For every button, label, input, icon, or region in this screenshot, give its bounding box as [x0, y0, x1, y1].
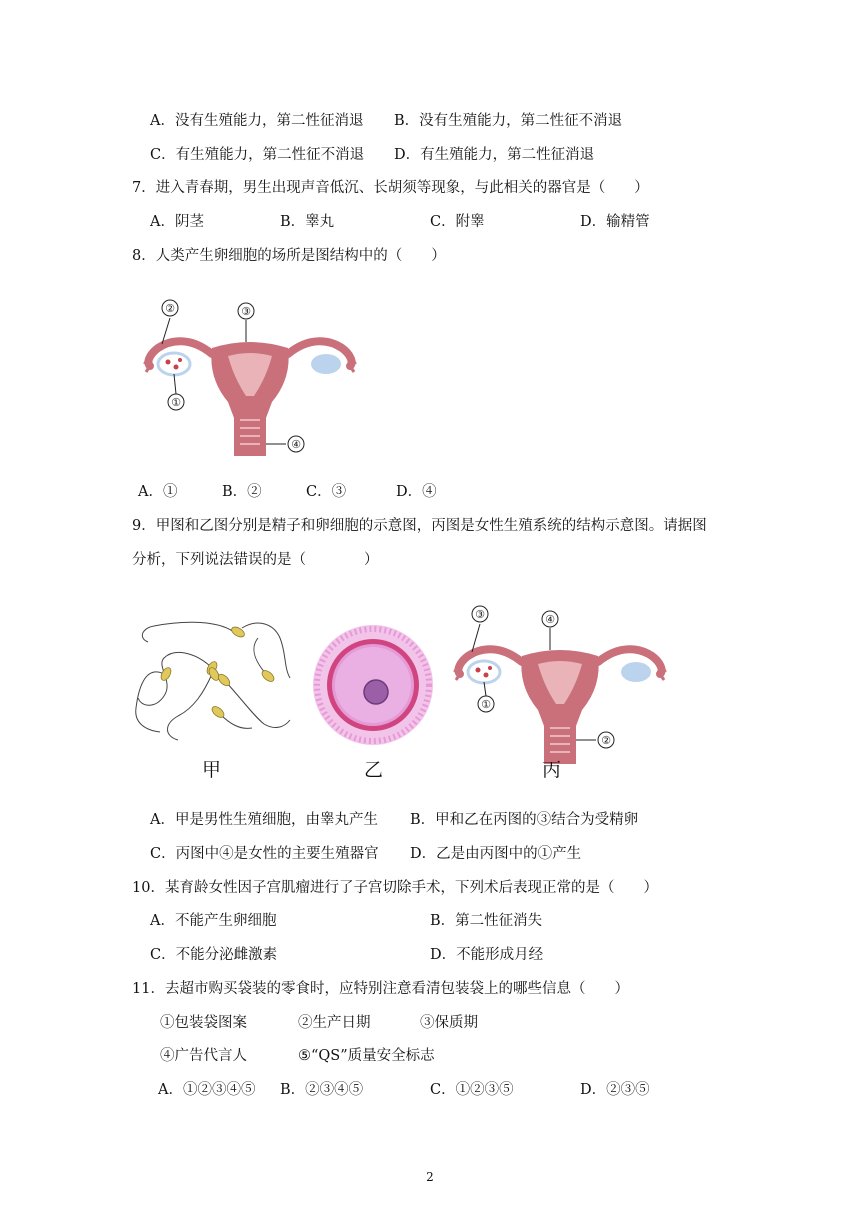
- q9-female-reproductive-diagram: [450, 604, 670, 766]
- q9-option-b: B．甲和乙在丙图的③结合为受精卵: [410, 812, 639, 828]
- q8-label-4: ④: [291, 438, 301, 451]
- q11-item-1: ①包装袋图案: [160, 1015, 247, 1031]
- q11-stem: 11．去超市购买袋装的零食时，应特别注意看清包装袋上的哪些信息（ ）: [132, 981, 629, 997]
- page-number: 2: [426, 1170, 434, 1184]
- q7-option-b: B．睾丸: [280, 214, 335, 230]
- q8-stem: 8．人类产生卵细胞的场所是图结构中的（ ）: [132, 248, 446, 264]
- q9-label-3: ③: [475, 608, 485, 621]
- q8-label-3: ③: [241, 305, 251, 318]
- q9-stem-line2: 分析，下列说法错误的是（ ）: [132, 552, 379, 568]
- q7-stem: 7．进入青春期，男生出现声音低沉、长胡须等现象，与此相关的器官是（ ）: [132, 180, 649, 196]
- q9-option-c: C．丙图中④是女性的主要生殖器官: [150, 846, 379, 862]
- caption-yi: 乙: [364, 759, 384, 781]
- q11-item-4: ④广告代言人: [160, 1048, 247, 1064]
- q11-item-5: ⑤“QS”质量安全标志: [298, 1048, 435, 1064]
- q11-option-d: D．②③⑤: [580, 1082, 650, 1098]
- q9-option-d: D．乙是由丙图中的①产生: [410, 846, 582, 862]
- egg-cell-diagram: [310, 622, 436, 748]
- q7-option-a: A．阴茎: [150, 214, 204, 230]
- q10-option-d: D．不能形成月经: [430, 947, 544, 963]
- q10-option-c: C．不能分泌雌激素: [150, 947, 278, 963]
- q11-option-a: A．①②③④⑤: [158, 1082, 256, 1098]
- q6-option-d: D．有生殖能力，第二性征消退: [394, 147, 595, 163]
- q10-stem: 10．某育龄女性因子宫肌瘤进行了子宫切除手术，下列术后表现正常的是（ ）: [132, 880, 658, 896]
- q7-option-d: D．输精管: [580, 214, 650, 230]
- q8-female-reproductive-diagram: [140, 296, 360, 458]
- q11-option-c: C．①②③⑤: [430, 1082, 514, 1098]
- q8-label-1: ①: [171, 396, 181, 409]
- q8-option-b: B．②: [222, 484, 262, 500]
- q9-label-1: ①: [481, 698, 491, 711]
- q8-option-a: A．①: [138, 484, 178, 500]
- q6-option-c: C．有生殖能力，第二性征不消退: [150, 147, 365, 163]
- q8-label-2: ②: [165, 302, 175, 315]
- q7-option-c: C．附睾: [430, 214, 485, 230]
- q11-item-3: ③保质期: [420, 1015, 478, 1031]
- q9-label-4: ④: [545, 613, 555, 626]
- q9-label-2: ②: [601, 734, 611, 747]
- caption-bing: 丙: [542, 759, 562, 781]
- q10-option-a: A．不能产生卵细胞: [150, 913, 277, 929]
- q8-option-c: C．③: [306, 484, 347, 500]
- q8-option-d: D．④: [396, 484, 437, 500]
- q6-option-a: A．没有生殖能力，第二性征消退: [150, 113, 364, 129]
- caption-jia: 甲: [202, 759, 222, 781]
- q10-option-b: B．第二性征消失: [430, 913, 543, 929]
- q6-option-b: B．没有生殖能力，第二性征不消退: [394, 113, 623, 129]
- q9-stem-line1: 9．甲图和乙图分别是精子和卵细胞的示意图，丙图是女性生殖系统的结构示意图。请据图: [132, 518, 707, 534]
- q11-item-2: ②生产日期: [298, 1015, 371, 1031]
- q11-option-b: B．②③④⑤: [280, 1082, 364, 1098]
- q9-option-a: A．甲是男性生殖细胞，由睾丸产生: [150, 812, 378, 828]
- sperm-diagram: [134, 612, 294, 742]
